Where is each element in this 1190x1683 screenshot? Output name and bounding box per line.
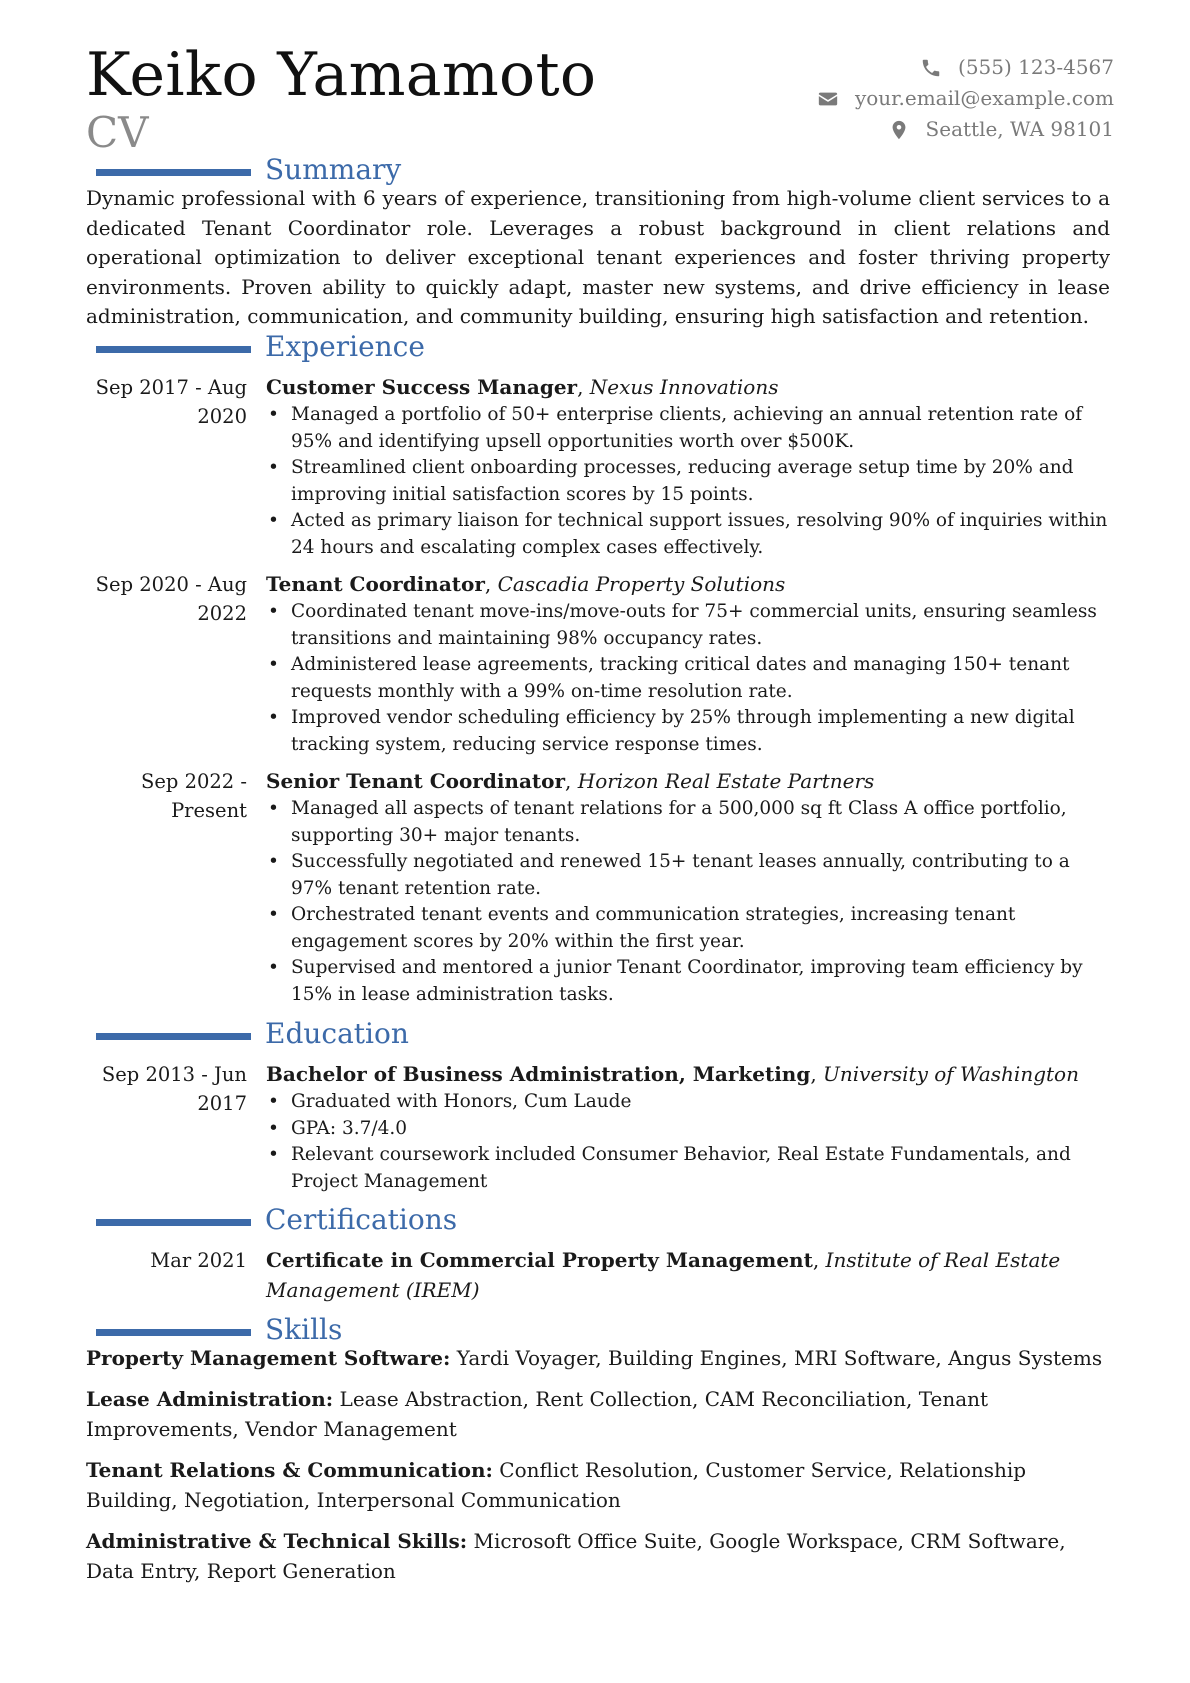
- skill-group-label: Property Management Software:: [86, 1346, 451, 1370]
- contact-block: [815, 52, 1114, 145]
- envelope-icon: [815, 88, 841, 110]
- entry-body: [266, 1060, 1110, 1195]
- contact-phone: [815, 52, 1114, 83]
- bullet-item: • Streamlined client onboarding processes, reducing average setup time by 20% and improving initial satisfaction scores by 15 points.: [266, 455, 1110, 508]
- degree-title: Bachelor of Business Administration, Marketing: [266, 1062, 811, 1086]
- entry-heading: Certificate in Commercial Property Management, Institute of Real Estate Management (IREM): [266, 1248, 1061, 1302]
- entry-heading: Bachelor of Business Administration, Marketing, University of Washington: [266, 1062, 1079, 1086]
- entry-body: [266, 570, 1110, 758]
- company-name: Cascadia Property Solutions: [497, 572, 786, 596]
- document-label: CV: [86, 108, 149, 157]
- skill-group: [86, 1456, 1110, 1515]
- entry-heading: Tenant Coordinator, Cascadia Property Solutions: [266, 572, 786, 596]
- bullet-item: • GPA: 3.7/4.0: [266, 1116, 1110, 1143]
- entry-body: [266, 373, 1110, 561]
- entry-body: [266, 1246, 1110, 1305]
- map-pin-icon: [886, 119, 912, 141]
- entry-heading: Customer Success Manager, Nexus Innovations: [266, 375, 779, 399]
- bullet-item: • Graduated with Honors, Cum Laude: [266, 1089, 1110, 1116]
- email-text[interactable]: your.email@example.com: [854, 86, 1114, 110]
- bullet-item: • Managed all aspects of tenant relations for a 500,000 sq ft Class A office portfolio, supporting 30+ major tenants.: [266, 796, 1110, 849]
- section-title: Education: [265, 1017, 409, 1050]
- section-title: Summary: [265, 153, 402, 186]
- section-rule: [96, 1219, 251, 1226]
- section-rule: [96, 169, 251, 176]
- phone-icon: [918, 57, 944, 79]
- job-title: Senior Tenant Coordinator: [266, 769, 566, 793]
- entry-date: Sep 2022 - Present: [141, 770, 247, 822]
- bullet-item: • Relevant coursework included Consumer Behavior, Real Estate Fundamentals, and Project Management: [266, 1142, 1110, 1195]
- skill-group: [86, 1385, 1110, 1444]
- skill-group-label: Tenant Relations & Communication:: [86, 1458, 493, 1482]
- contact-email: [815, 83, 1114, 114]
- entry-body: [266, 767, 1110, 1008]
- section-heading-education: [96, 1017, 1096, 1054]
- skill-group-items: Conflict Resolution, Customer Service, Relationship Building, Negotiation, Interpersonal Communication: [86, 1458, 1027, 1512]
- candidate-name: Keiko Yamamoto: [86, 40, 597, 110]
- bullet-list: [266, 402, 1110, 561]
- bullet-list: [266, 796, 1110, 1008]
- location-text: Seattle, WA 98101: [925, 117, 1114, 141]
- entry-date: Sep 2020 - Aug 2022: [95, 573, 247, 625]
- bullet-item: • Improved vendor scheduling efficiency by 25% through implementing a new digital tracking system, reducing service response times.: [266, 705, 1110, 758]
- job-title: Customer Success Manager: [266, 375, 578, 399]
- skill-group-items: Yardi Voyager, Building Engines, MRI Software, Angus Systems: [456, 1346, 1103, 1370]
- skill-group: [86, 1344, 1110, 1374]
- skill-group-label: Lease Administration:: [86, 1387, 334, 1411]
- issuer-name: Institute of Real Estate Management (IREM): [266, 1248, 1061, 1302]
- entry-date: Sep 2013 - Jun 2017: [101, 1063, 247, 1115]
- skill-group-items: Microsoft Office Suite, Google Workspace, CRM Software, Data Entry, Report Generation: [86, 1529, 1066, 1583]
- section-heading-certifications: [96, 1203, 1096, 1240]
- contact-location: [815, 114, 1114, 145]
- section-heading-experience: [96, 330, 1096, 367]
- entry-date: Mar 2021: [150, 1249, 247, 1272]
- bullet-item: • Successfully negotiated and renewed 15+ tenant leases annually, contributing to a 97% tenant retention rate.: [266, 849, 1110, 902]
- bullet-item: • Administered lease agreements, tracking critical dates and managing 150+ tenant requests monthly with a 99% on-time resolution rate.: [266, 652, 1110, 705]
- skill-group: [86, 1527, 1110, 1586]
- company-name: Nexus Innovations: [589, 375, 779, 399]
- section-rule: [96, 346, 251, 353]
- section-rule: [96, 1329, 251, 1336]
- skill-group-label: Administrative & Technical Skills:: [86, 1529, 468, 1553]
- section-rule: [96, 1033, 251, 1040]
- section-title: Skills: [265, 1313, 343, 1346]
- section-title: Experience: [265, 330, 425, 363]
- company-name: Horizon Real Estate Partners: [577, 769, 875, 793]
- bullet-item: • Supervised and mentored a junior Tenant Coordinator, improving team efficiency by 15% in lease administration tasks.: [266, 955, 1110, 1008]
- bullet-list: [266, 1089, 1110, 1195]
- bullet-item: • Managed a portfolio of 50+ enterprise clients, achieving an annual retention rate of 95% and identifying upsell opportunities worth over $500K.: [266, 402, 1110, 455]
- summary-paragraph: Dynamic professional with 6 years of experience, transitioning from high-volume client services to a dedicated Tenant Coordinator role. Leverages a robust background in client relations and operational optimization to deliver exceptional tenant experiences and foster thriving property environments. Proven ability to quickly adapt, master new systems, and drive efficiency in lease administration, communication, and community building, ensuring high satisfaction and retention.: [86, 186, 1110, 328]
- phone-text[interactable]: (555) 123-4567: [958, 55, 1114, 79]
- certificate-name: Certificate in Commercial Property Management: [266, 1248, 813, 1272]
- entry-heading: Senior Tenant Coordinator, Horizon Real Estate Partners: [266, 769, 875, 793]
- job-title: Tenant Coordinator: [266, 572, 485, 596]
- bullet-item: • Acted as primary liaison for technical support issues, resolving 90% of inquiries within 24 hours and escalating complex cases effectively.: [266, 508, 1110, 561]
- skill-group-items: Lease Abstraction, Rent Collection, CAM Reconciliation, Tenant Improvements, Vendor Management: [86, 1387, 989, 1441]
- entry-date: Sep 2017 - Aug 2020: [95, 376, 247, 428]
- bullet-item: • Coordinated tenant move-ins/move-outs for 75+ commercial units, ensuring seamless transitions and maintaining 98% occupancy rates.: [266, 599, 1110, 652]
- bullet-item: • Orchestrated tenant events and communication strategies, increasing tenant engagement scores by 20% within the first year.: [266, 902, 1110, 955]
- institution-name: University of Washington: [823, 1062, 1079, 1086]
- bullet-list: [266, 599, 1110, 758]
- section-title: Certifications: [265, 1203, 458, 1236]
